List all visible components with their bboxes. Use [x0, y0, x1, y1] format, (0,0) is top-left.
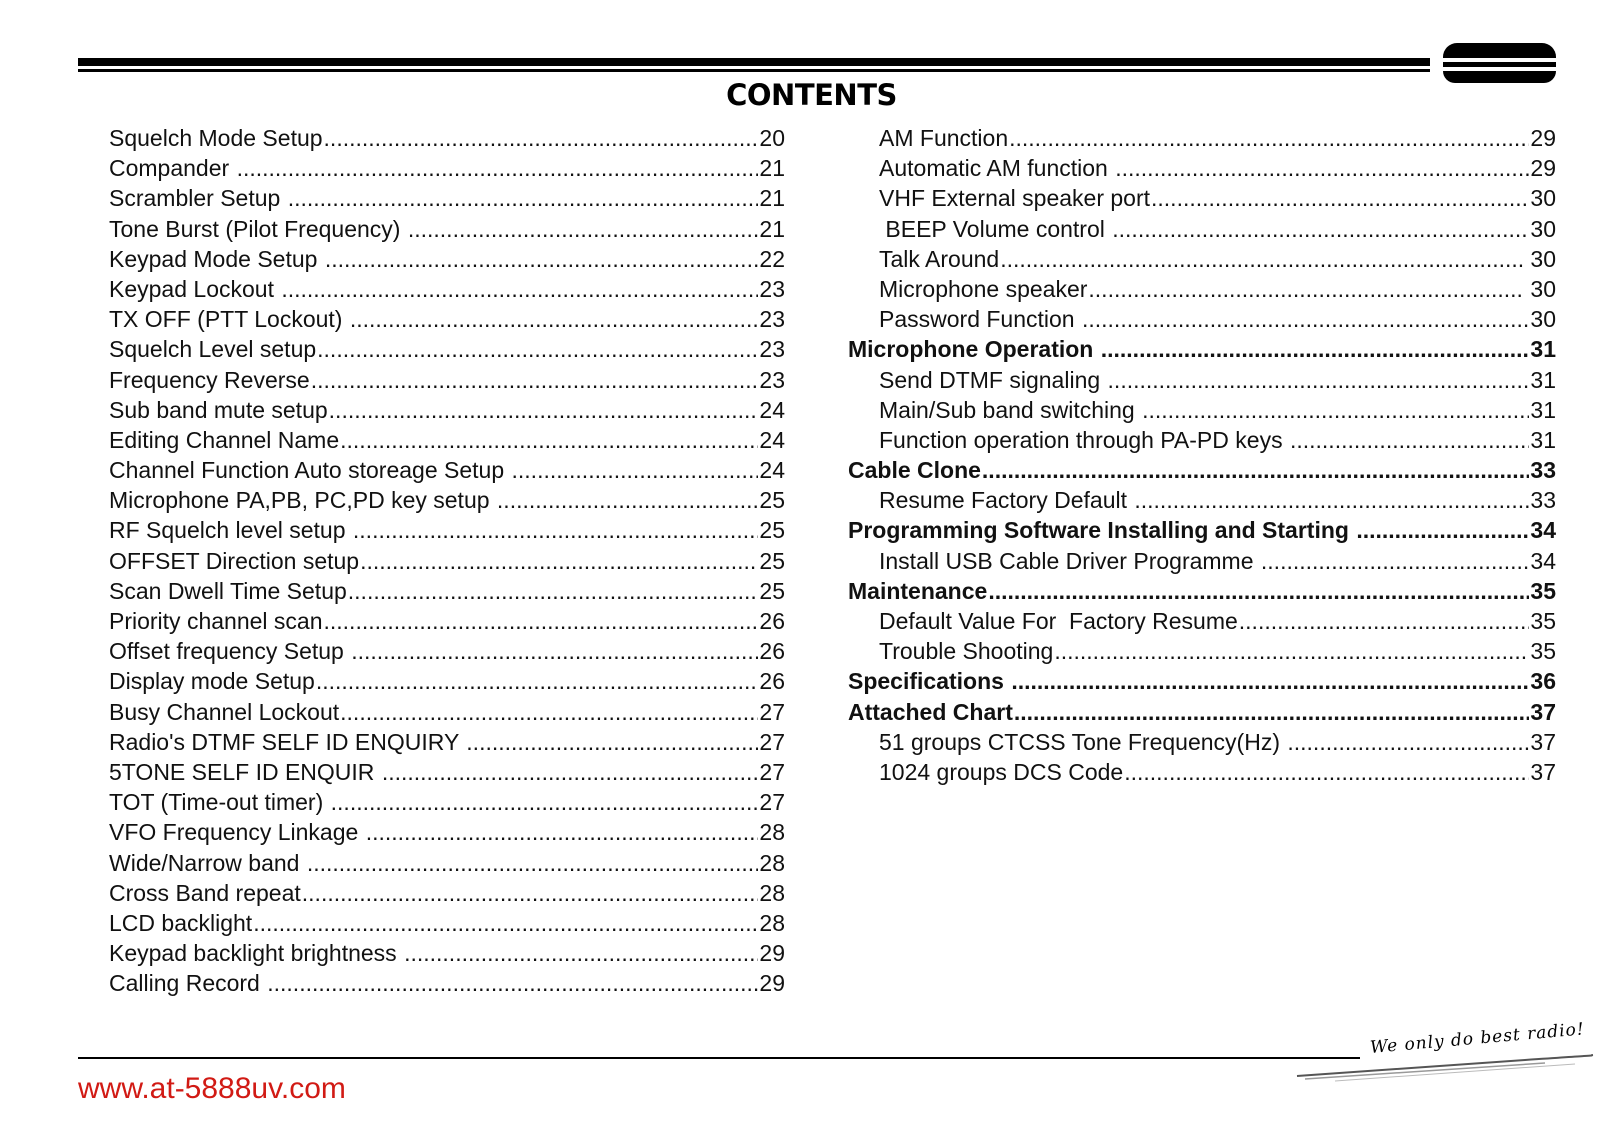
- toc-entry[interactable]: [109, 304, 785, 334]
- toc-entry-page: 25: [759, 547, 785, 574]
- toc-dot-leader: [331, 787, 759, 817]
- toc-entry-label: Sub band mute setup: [109, 396, 328, 423]
- toc-entry-page: 37: [1530, 728, 1556, 755]
- toc-entry-page: 23: [759, 366, 785, 393]
- toc-entry[interactable]: [109, 485, 785, 515]
- toc-entry-label: Frequency Reverse: [109, 366, 310, 393]
- toc-dot-leader: [311, 365, 759, 395]
- toc-dot-leader: [237, 153, 759, 183]
- toc-entry-page: 25: [759, 577, 785, 604]
- toc-entry-label: Keypad Lockout: [109, 275, 281, 302]
- toc-dot-leader: [1009, 123, 1529, 153]
- toc-entry-page: 24: [759, 426, 785, 453]
- toc-entry-label: Maintenance: [848, 577, 988, 604]
- toc-entry-label: TOT (Time-out timer): [109, 789, 330, 816]
- toc-entry[interactable]: [109, 848, 785, 878]
- toc-entry-label: Compander: [109, 155, 236, 182]
- toc-entry-label: Trouble Shooting: [879, 638, 1054, 665]
- toc-entry[interactable]: [848, 153, 1556, 183]
- toc-dot-leader: [1151, 183, 1529, 213]
- toc-entry[interactable]: [109, 274, 785, 304]
- toc-entry-page: 21: [759, 185, 785, 212]
- toc-entry[interactable]: [848, 123, 1556, 153]
- toc-entry-page: 23: [759, 336, 785, 363]
- toc-entry-label: Microphone speaker: [879, 275, 1088, 302]
- toc-entry-label: 1024 groups DCS Code: [879, 758, 1124, 785]
- toc-entry-label: Cable Clone: [848, 457, 981, 484]
- toc-entry-label: Editing Channel Name: [109, 426, 340, 453]
- toc-entry-label: Scan Dwell Time Setup: [109, 577, 347, 604]
- toc-entry-label: Password Function: [879, 306, 1081, 333]
- toc-entry[interactable]: [109, 365, 785, 395]
- toc-entry-label: Squelch Level setup: [109, 336, 317, 363]
- toc-entry-label: RF Squelch level setup: [109, 517, 352, 544]
- toc-entry-page: 27: [759, 789, 785, 816]
- toc-dot-leader: [1124, 757, 1529, 787]
- toc-dot-leader: [1239, 606, 1530, 636]
- toc-entry-page: 22: [759, 245, 785, 272]
- toc-dot-leader: [366, 817, 759, 847]
- toc-entry-page: 28: [759, 819, 785, 846]
- toc-entry[interactable]: [109, 425, 785, 455]
- toc-dot-leader: [404, 938, 758, 968]
- toc-dot-leader: [253, 908, 758, 938]
- toc-entry[interactable]: [109, 334, 785, 364]
- toc-entry-page: 27: [759, 698, 785, 725]
- toc-entry[interactable]: [109, 666, 785, 696]
- toc-column-right: [848, 123, 1556, 787]
- toc-entry[interactable]: [848, 727, 1556, 757]
- toc-dot-leader: [1014, 697, 1530, 727]
- toc-entry-label: Cross Band repeat: [109, 879, 301, 906]
- toc-entry-page: 29: [759, 970, 785, 997]
- toc-dot-leader: [340, 425, 758, 455]
- toc-entry-page: 31: [1530, 366, 1556, 393]
- toc-entry-label: Tone Burst (Pilot Frequency): [109, 215, 407, 242]
- toc-dot-leader: [329, 395, 759, 425]
- toc-dot-leader: [360, 546, 758, 576]
- toc-entry-page: 21: [759, 215, 785, 242]
- toc-entry-page: 28: [759, 879, 785, 906]
- toc-entry-label: AM Function: [879, 125, 1009, 151]
- toc-entry[interactable]: [848, 304, 1556, 334]
- toc-entry[interactable]: [109, 968, 785, 998]
- toc-dot-leader: [324, 123, 759, 153]
- toc-entry[interactable]: [848, 485, 1556, 515]
- toc-dot-leader: [307, 848, 759, 878]
- toc-entry-page: 28: [759, 849, 785, 876]
- toc-entry-page: 34: [1530, 547, 1556, 574]
- toc-dot-leader: [497, 485, 758, 515]
- toc-entry[interactable]: [848, 365, 1556, 395]
- toc-entry-page: 31: [1530, 396, 1556, 423]
- toc-entry-page: 23: [759, 275, 785, 302]
- toc-entry[interactable]: [109, 697, 785, 727]
- toc-dot-leader: [1115, 153, 1529, 183]
- toc-dot-leader: [302, 878, 759, 908]
- page-title: CONTENTS: [726, 78, 897, 112]
- toc-entry-page: 35: [1530, 577, 1556, 604]
- toc-entry[interactable]: [109, 546, 785, 576]
- toc-dot-leader: [1356, 515, 1529, 545]
- toc-dot-leader: [267, 968, 758, 998]
- toc-entry[interactable]: [848, 515, 1556, 545]
- toc-dot-leader: [1261, 546, 1530, 576]
- toc-entry[interactable]: [848, 274, 1556, 304]
- toc-entry[interactable]: [109, 214, 785, 244]
- toc-dot-leader: [351, 636, 758, 666]
- toc-entry[interactable]: [848, 606, 1556, 636]
- toc-dot-leader: [1142, 395, 1529, 425]
- toc-entry-page: 35: [1530, 638, 1556, 665]
- toc-dot-leader: [340, 697, 758, 727]
- toc-entry-label: Talk Around: [879, 245, 1000, 272]
- toc-dot-leader: [324, 606, 759, 636]
- toc-entry[interactable]: [848, 183, 1556, 213]
- toc-entry[interactable]: [848, 395, 1556, 425]
- toc-entry[interactable]: [109, 455, 785, 485]
- toc-entry[interactable]: [109, 183, 785, 213]
- toc-entry-page: 30: [1524, 275, 1556, 302]
- toc-entry[interactable]: [848, 666, 1556, 696]
- toc-dot-leader: [288, 183, 759, 213]
- toc-entry[interactable]: [109, 576, 785, 606]
- toc-column-left: [109, 123, 785, 998]
- toc-dot-leader: [1112, 214, 1529, 244]
- toc-entry-page: 30: [1530, 306, 1556, 333]
- toc-entry[interactable]: [109, 757, 785, 787]
- toc-entry-page: 28: [759, 909, 785, 936]
- toc-entry-label: OFFSET Direction setup: [109, 547, 360, 574]
- header-rule-thin: [78, 69, 1430, 72]
- toc-entry[interactable]: [109, 395, 785, 425]
- toc-entry[interactable]: [848, 757, 1556, 787]
- toc-dot-leader: [1054, 636, 1529, 666]
- toc-dot-leader: [1108, 365, 1530, 395]
- toc-entry[interactable]: [848, 455, 1556, 485]
- toc-dot-leader: [988, 576, 1529, 606]
- toc-entry-label: Busy Channel Lockout: [109, 698, 340, 725]
- toc-entry[interactable]: [109, 123, 785, 153]
- toc-entry-label: VHF External speaker port: [879, 185, 1151, 212]
- toc-entry[interactable]: [109, 606, 785, 636]
- toc-entry-label: Wide/Narrow band: [109, 849, 306, 876]
- toc-dot-leader: [1011, 666, 1529, 696]
- toc-entry[interactable]: [109, 727, 785, 757]
- toc-dot-leader: [350, 304, 759, 334]
- toc-dot-leader: [1088, 274, 1523, 304]
- toc-dot-leader: [1134, 485, 1529, 515]
- toc-entry-page: 33: [1530, 487, 1556, 514]
- toc-entry-label: Keypad backlight brightness: [109, 940, 404, 967]
- toc-entry[interactable]: [109, 244, 785, 274]
- toc-dot-leader: [982, 455, 1529, 485]
- toc-entry-page: 36: [1530, 668, 1556, 695]
- toc-entry-label: Function operation through PA-PD keys: [879, 426, 1289, 453]
- toc-entry[interactable]: [848, 425, 1556, 455]
- toc-entry-page: 25: [759, 517, 785, 544]
- toc-entry-label: Microphone PA,PB, PC,PD key setup: [109, 487, 496, 514]
- toc-entry-page: 26: [759, 668, 785, 695]
- toc-entry[interactable]: [848, 546, 1556, 576]
- toc-entry-page: 24: [759, 396, 785, 423]
- toc-entry-label: Calling Record: [109, 970, 267, 997]
- toc-entry-label: Automatic AM function: [879, 155, 1115, 182]
- toc-entry-label: Install USB Cable Driver Programme: [879, 547, 1260, 574]
- toc-entry[interactable]: [848, 214, 1556, 244]
- toc-dot-leader: [512, 455, 759, 485]
- toc-entry-label: BEEP Volume control: [879, 215, 1112, 242]
- toc-entry-label: Offset frequency Setup: [109, 638, 351, 665]
- toc-entry-page: 37: [1530, 698, 1556, 725]
- toc-entry[interactable]: [848, 636, 1556, 666]
- toc-entry-page: 31: [1530, 426, 1556, 453]
- toc-entry-label: Resume Factory Default: [879, 487, 1134, 514]
- toc-entry-label: Specifications: [848, 668, 1011, 695]
- toc-entry-label: Send DTMF signaling: [879, 366, 1107, 393]
- toc-entry-page: 29: [1530, 125, 1556, 151]
- toc-dot-leader: [408, 214, 759, 244]
- footer-website-link[interactable]: www.at-5888uv.com: [78, 1072, 346, 1105]
- toc-entry-label: Default Value For Factory Resume: [879, 608, 1238, 634]
- toc-entry-label: Squelch Mode Setup: [109, 125, 323, 151]
- toc-entry-page: 29: [759, 940, 785, 967]
- toc-entry[interactable]: [109, 515, 785, 545]
- toc-entry-label: 5TONE SELF ID ENQUIR: [109, 758, 381, 785]
- toc-entry-page: 24: [759, 457, 785, 484]
- toc-entry-label: Scrambler Setup: [109, 185, 287, 212]
- toc-entry-page: 26: [759, 608, 785, 634]
- toc-dot-leader: [281, 274, 758, 304]
- toc-entry[interactable]: [848, 697, 1556, 727]
- toc-entry[interactable]: [848, 244, 1556, 274]
- toc-entry-label: Attached Chart: [848, 698, 1013, 725]
- header-tab-decoration: [1443, 43, 1556, 83]
- toc-entry-page: 37: [1530, 758, 1556, 785]
- toc-dot-leader: [1287, 727, 1529, 757]
- toc-entry[interactable]: [109, 817, 785, 847]
- toc-entry-label: TX OFF (PTT Lockout): [109, 306, 349, 333]
- footer-rule: [78, 1057, 1360, 1059]
- toc-dot-leader: [1101, 334, 1530, 364]
- toc-entry-label: Keypad Mode Setup: [109, 245, 324, 272]
- toc-entry-label: LCD backlight: [109, 909, 253, 936]
- toc-entry-page: 23: [759, 306, 785, 333]
- toc-entry-label: Main/Sub band switching: [879, 396, 1142, 423]
- toc-dot-leader: [1082, 304, 1529, 334]
- toc-entry-label: Priority channel scan: [109, 608, 323, 634]
- toc-entry-page: 26: [759, 638, 785, 665]
- toc-entry[interactable]: [848, 334, 1556, 364]
- toc-entry-page: 20: [759, 125, 785, 151]
- toc-entry-page: 33: [1530, 457, 1556, 484]
- toc-entry-page: 30: [1530, 215, 1556, 242]
- toc-entry-label: 51 groups CTCSS Tone Frequency(Hz): [879, 728, 1287, 755]
- toc-entry-page: 30: [1530, 185, 1556, 212]
- toc-dot-leader: [317, 334, 758, 364]
- toc-entry[interactable]: [848, 576, 1556, 606]
- toc-entry-page: 27: [759, 758, 785, 785]
- toc-entry[interactable]: [109, 636, 785, 666]
- header-rule-thick: [78, 58, 1430, 66]
- slogan-signature: [1295, 1019, 1595, 1084]
- toc-dot-leader: [1000, 244, 1523, 274]
- toc-dot-leader: [325, 244, 759, 274]
- toc-entry-page: 27: [759, 728, 785, 755]
- toc-entry-page: 35: [1530, 608, 1556, 634]
- toc-dot-leader: [466, 727, 758, 757]
- toc-dot-leader: [353, 515, 759, 545]
- toc-entry-label: Radio's DTMF SELF ID ENQUIRY: [109, 728, 466, 755]
- toc-entry-label: VFO Frequency Linkage: [109, 819, 365, 846]
- toc-dot-leader: [1290, 425, 1529, 455]
- toc-entry[interactable]: [109, 153, 785, 183]
- toc-entry-page: 25: [759, 487, 785, 514]
- toc-entry-page: 21: [759, 155, 785, 182]
- toc-dot-leader: [316, 666, 759, 696]
- toc-entry-page: 34: [1530, 517, 1556, 544]
- toc-entry[interactable]: [109, 908, 785, 938]
- toc-entry-page: 29: [1530, 155, 1556, 182]
- toc-entry[interactable]: [109, 878, 785, 908]
- toc-entry-page: 30: [1524, 245, 1556, 272]
- slogan-text: We only do best radio!: [1369, 1019, 1586, 1058]
- toc-entry-label: Programming Software Installing and Starting: [848, 517, 1356, 544]
- toc-dot-leader: [348, 576, 759, 606]
- toc-entry-label: Microphone Operation: [848, 336, 1100, 363]
- toc-entry[interactable]: [109, 938, 785, 968]
- toc-entry-label: Display mode Setup: [109, 668, 315, 695]
- toc-entry-label: Channel Function Auto storeage Setup: [109, 457, 511, 484]
- toc-dot-leader: [382, 757, 759, 787]
- toc-entry[interactable]: [109, 787, 785, 817]
- toc-entry-page: 31: [1530, 336, 1556, 363]
